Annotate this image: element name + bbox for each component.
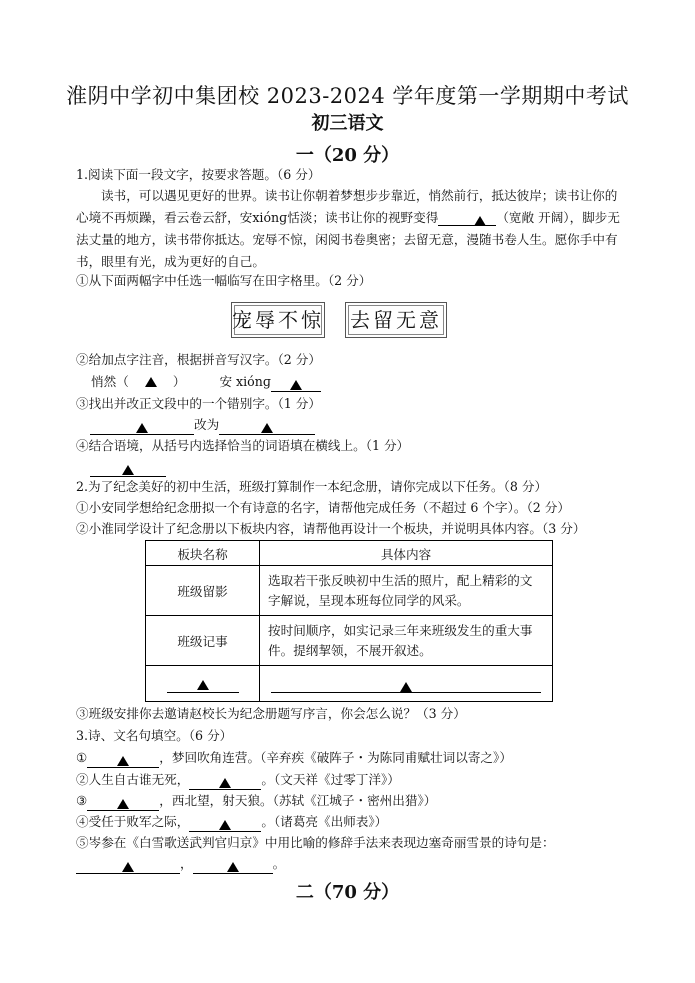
q3-line-5-answers xyxy=(76,855,285,874)
blank-marker-icon xyxy=(227,862,239,872)
q3-line-2 xyxy=(76,771,400,790)
blank-marker-icon xyxy=(117,756,129,766)
q3-line-3-pre: ③ xyxy=(76,793,88,808)
q3-blank-3[interactable] xyxy=(87,795,159,811)
q1-sub2-b-label: 安 xiónɡ xyxy=(219,374,271,389)
q2-sub2: ②小淮同学设计了纪念册以下板块内容，请帮他再设计一个板块，并说明具体内容。（3 分） xyxy=(76,521,586,536)
table-cell-name: 班级留影 xyxy=(146,566,260,616)
blank-marker-icon xyxy=(122,862,134,872)
q1-sub3-blank-2[interactable] xyxy=(219,419,315,435)
q1-sub3-mid: 改为 xyxy=(194,417,220,432)
q3-line-4-pre: ④受任于败军之际， xyxy=(76,814,190,829)
table-cell-content-blank[interactable] xyxy=(260,666,553,702)
q1-sub2-a-blank[interactable] xyxy=(133,373,169,391)
blank-marker-icon xyxy=(400,682,412,692)
q3-line-3-post: ，西北望，射天狼。（苏轼《江城子・密州出猎》） xyxy=(159,793,437,808)
q3-blank-1[interactable] xyxy=(87,752,159,768)
q2-stem: 2.为了纪念美好的初中生活，班级打算制作一本纪念册，请你完成以下任务。（8 分） xyxy=(76,479,548,494)
q3-line-1-post: ，梦回吹角连营。（辛弃疾《破阵子・为陈同甫赋壮词以寄之》） xyxy=(159,750,512,765)
q3-blank-5a[interactable] xyxy=(76,858,180,874)
section-two-heading: 二（70 分） xyxy=(295,882,400,903)
q3-line-5: ⑤岑参在《白雪歌送武判官归京》中用比喻的修辞手法来表现边塞奇丽雪景的诗句是： xyxy=(76,835,555,850)
table-header-name: 板块名称 xyxy=(146,541,260,566)
q1-sub3-blank-1[interactable] xyxy=(90,419,194,435)
q1-sub2-a-close: ） xyxy=(172,374,186,389)
q3-blank-5b[interactable] xyxy=(193,858,273,874)
q3-line-5-sep: ， xyxy=(180,856,193,871)
q3-line-5-end: 。 xyxy=(272,856,286,871)
blank-marker-icon xyxy=(122,465,134,475)
exam-title: 淮阴中学初中集团校 2023-2024 学年度第一学期期中考试 xyxy=(66,84,629,108)
q3-line-1 xyxy=(76,749,512,768)
exam-subject: 初三语文 xyxy=(311,113,384,134)
blank-marker-icon xyxy=(145,377,157,387)
passage-part-b: 恬淡；读书让你的视野变得 xyxy=(287,210,439,225)
q1-sub3-answers xyxy=(90,416,315,435)
blank-marker-icon xyxy=(197,680,209,690)
q2-sub3: ③班级安排你去邀请赵校长为纪念册题写序言，你会怎么说？（3 分） xyxy=(76,706,466,721)
q3-line-1-pre: ① xyxy=(76,750,88,765)
passage-part-a: 读书，可以遇见更好的世界。读书让你朝着梦想步步靠近，悄然前行，抵达彼岸；读书让你的心境不再烦躁，看云卷云舒，安 xyxy=(76,188,618,225)
passage-blank[interactable] xyxy=(438,210,496,226)
q1-sub2-b-blank[interactable] xyxy=(271,376,321,392)
q3-line-2-pre: ②人生自古谁无死， xyxy=(76,772,190,787)
blank-marker-icon xyxy=(290,380,302,390)
blank-marker-icon xyxy=(219,778,231,788)
blank-marker-icon xyxy=(219,820,231,830)
q3-line-2-post: 。（文天祥《过零丁洋》） xyxy=(261,772,400,787)
memorial-book-table xyxy=(145,540,553,702)
passage-pinyin: xiónɡ xyxy=(252,210,288,225)
table-cell-name-blank[interactable] xyxy=(146,666,260,702)
q1-passage xyxy=(76,185,620,273)
q1-sub1: ①从下面两幅字中任选一幅临写在田字格里。（2 分） xyxy=(76,273,372,288)
q3-blank-2[interactable] xyxy=(189,774,261,790)
calligraphy-sample-2: 去留无意 xyxy=(345,302,447,338)
blank-marker-icon xyxy=(117,799,129,809)
q1-sub2: ②给加点字注音，根据拼音写汉字。（2 分） xyxy=(76,352,321,367)
q3-blank-4[interactable] xyxy=(189,816,261,832)
q3-line-3 xyxy=(76,792,436,811)
calligraphy-sample-1: 宠辱不惊 xyxy=(231,302,325,338)
blank-marker-icon xyxy=(261,423,273,433)
q2-sub1: ①小安同学想给纪念册拟一个有诗意的名字，请帮他完成任务（不超过 6 个字）。（2 分） xyxy=(76,500,570,515)
q3-line-4-post: 。（诸葛亮《出师表》） xyxy=(261,814,388,829)
q1-sub2-a-label: 悄然（ xyxy=(91,374,129,389)
q1-stem: 1.阅读下面一段文字，按要求答题。（6 分） xyxy=(76,167,321,182)
q1-sub4-blank[interactable] xyxy=(90,461,166,477)
table-header-content: 具体内容 xyxy=(260,541,553,566)
q3-line-4 xyxy=(76,813,387,832)
q1-sub3: ③找出并改正文段中的一个错别字。（1 分） xyxy=(76,396,321,411)
q3-stem: 3.诗、文名句填空。（6 分） xyxy=(76,728,233,743)
table-cell-content: 按时间顺序，如实记录三年来班级发生的重大事件。提纲挈领，不展开叙述。 xyxy=(260,616,553,666)
section-one-heading: 一（20 分） xyxy=(295,145,400,166)
q1-sub4: ④结合语境，从括号内选择恰当的词语填在横线上。（1 分） xyxy=(76,438,410,453)
q1-sub2-answers xyxy=(91,373,321,392)
passage-part-c: （宽敞 开阔），脚步无法丈量的地方，读书带你抵达。宠辱不惊，闲阅书卷奥密；去留无意，漫随书卷人生。愿你手中有书，眼里有光，成为更好的自己。 xyxy=(76,210,620,269)
table-cell-content: 选取若干张反映初中生活的照片，配上精彩的文字解说，呈现本班每位同学的风采。 xyxy=(260,566,553,616)
table-cell-name: 班级记事 xyxy=(146,616,260,666)
blank-marker-icon xyxy=(136,423,148,433)
blank-marker-icon xyxy=(474,216,486,226)
q1-sub4-answer xyxy=(90,458,166,477)
